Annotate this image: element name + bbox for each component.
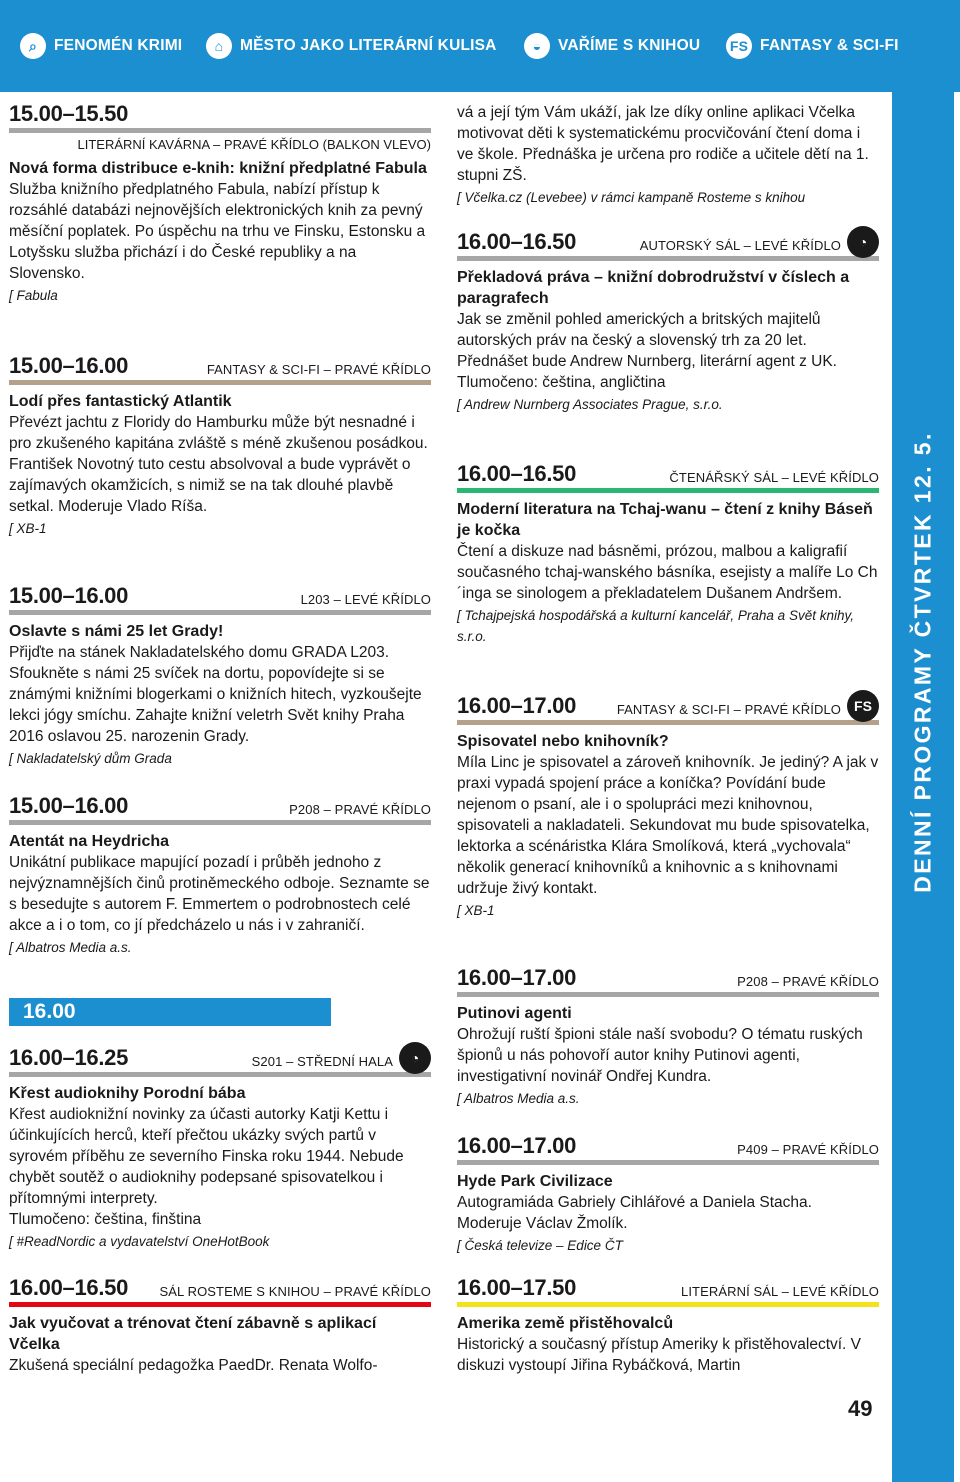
- event-continuation: [457, 102, 879, 208]
- event-location: S201 – STŘEDNÍ HALA: [251, 1054, 393, 1069]
- magnifier-icon: ⌕: [20, 33, 46, 59]
- sidebar-label: DENNÍ PROGRAMY ČTVRTEK 12. 5.: [909, 431, 936, 893]
- event-header: [457, 226, 879, 261]
- nav-label: MĚSTO JAKO LITERÁRNÍ KULISA: [240, 37, 497, 54]
- event-time: 16.00–17.00: [457, 965, 577, 990]
- event-header: [457, 1130, 879, 1165]
- reading-voice-icon: ◔: [399, 1042, 431, 1074]
- event-header: [9, 1272, 431, 1307]
- event-title: Oslavte s námi 25 let Grady!: [9, 623, 224, 640]
- event-title: Atentát na Heydricha: [9, 833, 170, 850]
- event-location: SÁL ROSTEME S KNIHOU – PRAVÉ KŘÍDLO: [159, 1284, 431, 1299]
- event-description: Přijďte na stánek Nakladatelského domu GRADA L203. Sfoukněte s námi 25 svíček na dortu, popovídejte si se známými knižními blogerkami o knižních hitech, vyzkoušejte lekci jógy smíchu. Zahajte knižní veletrh Svět knihy Praha 2016 oslavou 25. narozenin Grady.: [9, 644, 422, 745]
- event-header: [9, 350, 431, 385]
- event-time: 16.00–16.50: [9, 1275, 129, 1300]
- event-source: [ Tchajpejská hospodářská a kulturní kancelář, Praha a Svět knihy, s.r.o.: [457, 608, 854, 644]
- event-time: 16.00–16.50: [457, 461, 577, 486]
- event-source: [ Fabula: [9, 288, 58, 303]
- event-description: Jak se změnil pohled amerických a britských majitelů autorských práv na český a slovenský trh za 20 let. Přednášet bude Andrew Nurnberg, literární agent z UK.: [457, 311, 837, 370]
- event-description: Zkušená speciální pedagožka PaedDr. Renata Wolfo-: [9, 1357, 378, 1374]
- event-header: [457, 962, 879, 997]
- event-title: Křest audioknihy Porodní bába: [9, 1085, 246, 1102]
- event-card: [9, 98, 431, 306]
- page-number: 49: [848, 1396, 873, 1421]
- event-source: [ Andrew Nurnberg Associates Prague, s.r.o.: [457, 397, 723, 412]
- event-card: [457, 458, 879, 647]
- event-card: [457, 690, 879, 921]
- event-card: [457, 1130, 879, 1256]
- event-header: [457, 1272, 879, 1307]
- event-time: 16.00–16.25: [9, 1045, 129, 1070]
- event-location: P208 – PRAVÉ KŘÍDLO: [737, 974, 879, 989]
- event-time: 16.00–17.00: [457, 1133, 577, 1158]
- event-time: 16.00–16.50: [457, 229, 577, 254]
- event-source: [ Včelka.cz (Levebee) v rámci kampaně Rosteme s knihou: [457, 190, 806, 205]
- city-icon: ⌂: [206, 33, 232, 59]
- event-title: Hyde Park Civilizace: [457, 1173, 613, 1190]
- event-interpreting: Tlumočeno: čeština, finština: [9, 1211, 202, 1228]
- event-description: Míla Linc je spisovatel a zároveň knihovník. Je jediný? A jak v praxi vypadá spojení práce a koníčka? Povídání bude nejenom o psaní, ale i o spolupráci mezi knihovnou, spisovateli a nakladateli. Sekundovat mu bude spisovatelka, lektorka a scénáristka Klára Smolíková, která „vychovala“ několik generací knihovníků a knihovnic a s knihovnami udržuje živý kontakt.: [457, 754, 879, 897]
- event-description: vá a její tým Vám ukáží, jak lze díky online aplikaci Včelka motivovat děti k systematickému procvičování čtení doma i ve škole. Přednáška je určena pro rodiče a učitele dětí na 1. stupni ZŠ.: [457, 104, 869, 184]
- event-header: [9, 790, 431, 825]
- event-card: [9, 1272, 431, 1376]
- event-title: Amerika země přistěhovalců: [457, 1315, 674, 1332]
- event-header: [457, 690, 879, 725]
- event-title: Nová forma distribuce e-knih: knižní předplatné Fabula: [9, 160, 427, 177]
- event-source: [ #ReadNordic a vydavatelství OneHotBook: [9, 1234, 270, 1249]
- nav-label: FENOMÉN KRIMI: [54, 37, 183, 54]
- hour-label: 16.00: [23, 1000, 76, 1023]
- event-description: Křest audioknižní novinky za účasti autorky Katji Kettu i účinkujících herců, kteří přečtou ukázky svých partů v syrovém příběhu ze severního Finska roku 1944. Nebude chybět soutěž o audioknihy podepsané spisovatelkou i přítomnými interprety.: [9, 1106, 404, 1207]
- event-location: LITERÁRNÍ KAVÁRNA – PRAVÉ KŘÍDLO (BALKON VLEVO): [77, 137, 431, 152]
- event-description: Ohrožují ruští špioni stále naší svobodu? O tématu ruských špionů u nás pohovoří autor knihy Putinovi agenti, investigativní novinář Ondřej Kundra.: [457, 1026, 863, 1085]
- event-header: [9, 1042, 431, 1077]
- event-interpreting: Tlumočeno: čeština, angličtina: [457, 374, 666, 391]
- nav-fantasy-sci-fi[interactable]: [726, 28, 899, 64]
- event-title: Putinovi agenti: [457, 1005, 572, 1022]
- event-time: 15.00–15.50: [9, 101, 129, 126]
- chef-hat-icon: ◒: [524, 33, 550, 59]
- event-header: [457, 458, 879, 493]
- reading-voice-icon: ◔: [847, 226, 879, 258]
- nav-label: VAŘÍME S KNIHOU: [558, 37, 701, 54]
- event-location: LITERÁRNÍ SÁL – LEVÉ KŘÍDLO: [680, 1284, 879, 1299]
- nav-label: FANTASY & SCI-FI: [760, 37, 899, 54]
- event-location: L203 – LEVÉ KŘÍDLO: [300, 592, 431, 607]
- event-location: P409 – PRAVÉ KŘÍDLO: [737, 1142, 879, 1157]
- event-time: 15.00–16.00: [9, 353, 129, 378]
- event-title: Překladová práva – knižní dobrodružství v číslech a paragrafech: [457, 269, 850, 307]
- event-location: FANTASY & SCI-FI – PRAVÉ KŘÍDLO: [206, 362, 431, 377]
- event-source: [ XB-1: [9, 521, 47, 536]
- event-card: [9, 790, 431, 958]
- event-source: [ Česká televize – Edice ČT: [457, 1238, 623, 1253]
- event-description: Historický a současný přístup Ameriky k přistěhovalectví. V diskuzi vystoupí Jiřina Rybáčková, Martin: [457, 1336, 862, 1374]
- fs-icon: FS: [726, 33, 752, 59]
- event-title: Jak vyučovat a trénovat čtení zábavně s aplikací Včelka: [9, 1315, 377, 1353]
- nav-varime-s-knihou[interactable]: [524, 28, 700, 64]
- event-source: [ Albatros Media a.s.: [457, 1091, 580, 1106]
- hour-marker: [9, 998, 331, 1026]
- nav-fenomen-krimi[interactable]: [20, 28, 182, 64]
- event-location: ČTENÁŘSKÝ SÁL – LEVÉ KŘÍDLO: [669, 470, 879, 485]
- event-source: [ Nakladatelský dům Grada: [9, 751, 172, 766]
- event-description: Unikátní publikace mapující pozadí i průběh jednoho z nejvýznamnějších činů protiněmeckého odboje. Seznamte se s besedujte s autorem F. Emmertem o podrobnostech celé akce a i o tom, co jí předcházelo u nás i v zahraničí.: [9, 854, 430, 934]
- event-title: Lodí přes fantastický Atlantik: [9, 393, 232, 410]
- event-card: [9, 350, 431, 539]
- top-banner: [0, 0, 960, 92]
- event-title: Moderní literatura na Tchaj-wanu – čtení z knihy Báseň je kočka: [457, 501, 873, 539]
- nav-mesto-jako-literarni-kulisa[interactable]: [206, 28, 497, 64]
- event-card: [457, 226, 879, 415]
- event-card: [457, 1272, 879, 1376]
- event-title: Spisovatel nebo knihovník?: [457, 733, 669, 750]
- event-time: 16.00–17.50: [457, 1275, 577, 1300]
- event-location: AUTORSKÝ SÁL – LEVÉ KŘÍDLO: [639, 238, 841, 253]
- event-time: 15.00–16.00: [9, 793, 129, 818]
- event-description: Převézt jachtu z Floridy do Hamburku může být nesnadné i pro zkušeného kapitána zvláště s méně zkušenou posádkou. František Novotný tuto cestu absolvoval a bude vyprávět o zajímavých okamžicích, s nimiž se na tak dlouhé plavbě setkal. Moderuje Vlado Ríša.: [9, 414, 428, 515]
- event-time: 16.00–17.00: [457, 693, 577, 718]
- event-location: FANTASY & SCI-FI – PRAVÉ KŘÍDLO: [616, 702, 841, 717]
- event-card: [9, 580, 431, 769]
- event-location: P208 – PRAVÉ KŘÍDLO: [289, 802, 431, 817]
- fs-icon: FS: [847, 690, 879, 722]
- event-header: [9, 580, 431, 615]
- event-description: Čtení a diskuze nad básněmi, prózou, malbou a kaligrafií současného tchaj-wanského básníka, esejisty a malíře Lo Ch´inga se sinologem a překladatelem Dušanem Andršem.: [457, 543, 878, 602]
- event-header: [9, 98, 431, 133]
- event-description: Autogramiáda Gabriely Cihlářové a Daniela Stacha. Moderuje Václav Žmolík.: [457, 1194, 812, 1232]
- event-description: Služba knižního předplatného Fabula, nabízí přístup k rozsáhlé databázi nejnovějších elektronických knih za pevný měsíční poplatek. Po úspěchu na trhu ve Finsku, Estonsku a Lotyšsku služba přichází i do České republiky a na Slovensko.: [9, 181, 426, 282]
- event-time: 15.00–16.00: [9, 583, 129, 608]
- event-source: [ Albatros Media a.s.: [9, 940, 132, 955]
- event-card: [457, 962, 879, 1109]
- event-source: [ XB-1: [457, 903, 495, 918]
- event-card: [9, 1042, 431, 1252]
